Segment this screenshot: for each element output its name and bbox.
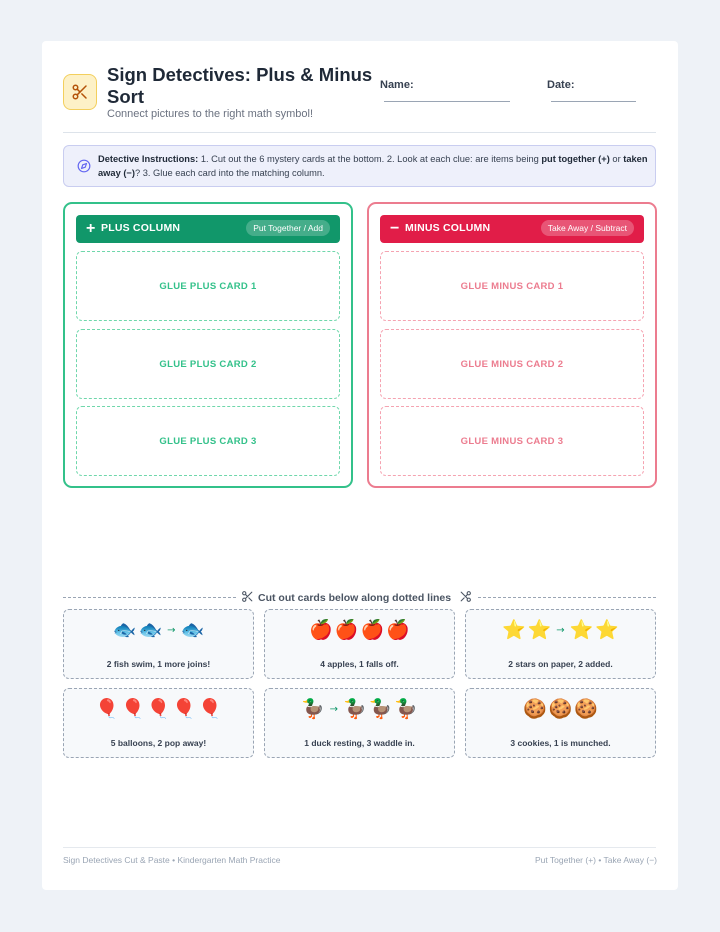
name-field-line[interactable] <box>384 101 510 102</box>
plus-sign-icon: + <box>86 220 96 237</box>
card-picture-icon: 🐟 <box>112 619 137 641</box>
instructions-part1: 1. Cut out the 6 mystery cards at the bottom. 2. Look at each clue: are items being <box>198 154 542 164</box>
instructions-box <box>63 145 656 187</box>
page-title: Sign Detectives: Plus & Minus Sort <box>107 64 373 107</box>
arrow-right-icon: → <box>167 624 176 636</box>
card-picture-icon: 🍎 <box>386 619 410 641</box>
instructions-bold-plus: put together (+) <box>541 154 610 164</box>
worksheet-page <box>42 41 678 890</box>
card-picture-icon: 🦆 <box>300 698 325 720</box>
card-picture-icon: 🎈 <box>172 698 196 720</box>
date-field-line[interactable] <box>551 101 636 102</box>
card-caption: 1 duck resting, 3 waddle in. <box>304 738 415 748</box>
card-picture-icon: 🎈 <box>198 698 222 720</box>
card-caption: 5 balloons, 2 pop away! <box>110 738 207 748</box>
plus-glue-slot-3[interactable]: GLUE PLUS CARD 3 <box>76 406 340 476</box>
instructions-text <box>98 153 648 180</box>
cut-card-4[interactable] <box>63 688 254 758</box>
card-picture-icon: 🐟 <box>180 619 205 641</box>
footer-right: Put Together (+) • Take Away (−) <box>534 855 657 865</box>
cut-card-1[interactable] <box>63 609 254 679</box>
card-picture-icon: 🦆 <box>394 698 419 720</box>
name-label: Name: <box>380 79 414 91</box>
card-picture-icon: 🐟 <box>138 619 163 641</box>
card-pictures <box>466 619 655 642</box>
card-picture-icon: 🍎 <box>334 619 359 641</box>
card-picture-icon: 🎈 <box>146 698 171 720</box>
instructions-part2: or <box>609 154 624 164</box>
card-caption: 3 cookies, 1 is munched. <box>510 738 611 748</box>
date-label: Date: <box>547 79 575 91</box>
plus-column <box>63 202 353 488</box>
arrow-right-icon: → <box>556 624 565 636</box>
minus-column-pill: Take Away / Subtract <box>541 220 634 236</box>
minus-sign-icon: − <box>390 220 400 237</box>
minus-column-title: MINUS COLUMN <box>405 222 491 234</box>
minus-glue-slot-1[interactable]: GLUE MINUS CARD 1 <box>380 251 644 321</box>
scissors-icon <box>459 590 472 606</box>
card-picture-icon: 🦆 <box>343 698 367 720</box>
cut-card-3[interactable] <box>465 609 656 679</box>
plus-column-title: PLUS COLUMN <box>101 222 181 234</box>
cut-card-6[interactable] <box>465 688 656 758</box>
arrow-right-icon: → <box>329 703 339 715</box>
plus-glue-slot-1[interactable]: GLUE PLUS CARD 1 <box>76 251 340 321</box>
card-picture-icon: 🍪 <box>548 698 573 720</box>
header-divider <box>63 132 656 133</box>
card-picture-icon: ⭐ <box>527 619 552 641</box>
card-picture-icon: 🎈 <box>120 698 145 720</box>
card-caption: 4 apples, 1 falls off. <box>320 659 399 669</box>
minus-glue-slot-2[interactable]: GLUE MINUS CARD 2 <box>380 329 644 399</box>
card-pictures <box>265 698 454 721</box>
cut-card-2[interactable] <box>264 609 455 679</box>
card-picture-icon: 🍎 <box>309 619 333 641</box>
card-picture-icon: ⭐ <box>595 619 620 641</box>
card-pictures <box>466 698 655 720</box>
card-picture-icon: ⭐ <box>501 619 526 641</box>
cut-label <box>236 590 477 606</box>
page-subtitle: Connect pictures to the right math symbol! <box>107 108 314 120</box>
plus-column-pill: Put Together / Add <box>246 220 330 236</box>
footer-left: Sign Detectives Cut & Paste • Kindergarten Math Practice <box>63 855 281 865</box>
minus-column <box>367 202 657 488</box>
card-picture-icon: 🍪 <box>574 698 598 720</box>
card-picture-icon: 🎈 <box>95 698 119 720</box>
minus-column-header <box>380 215 644 243</box>
instructions-part3: ? 3. Glue each card into the matching column. <box>134 167 325 178</box>
compass-icon <box>77 159 91 178</box>
card-pictures <box>64 698 253 720</box>
scissors-icon <box>241 590 254 606</box>
plus-glue-slot-2[interactable]: GLUE PLUS CARD 2 <box>76 329 340 399</box>
plus-column-header <box>76 215 340 243</box>
instructions-bold-minus: taken away (−) <box>98 154 648 178</box>
card-picture-icon: 🦆 <box>368 698 393 720</box>
cut-label-text: Cut out cards below along dotted lines <box>258 592 452 604</box>
minus-glue-slot-3[interactable]: GLUE MINUS CARD 3 <box>380 406 644 476</box>
scissors-icon <box>63 74 97 110</box>
footer-divider <box>63 847 656 848</box>
card-pictures <box>64 619 253 642</box>
card-caption: 2 fish swim, 1 more joins! <box>106 659 211 669</box>
card-picture-icon: ⭐ <box>569 619 594 641</box>
instructions-lead: Detective Instructions: <box>98 154 199 164</box>
cut-card-5[interactable] <box>264 688 455 758</box>
card-caption: 2 stars on paper, 2 added. <box>508 659 613 669</box>
card-picture-icon: 🍎 <box>360 619 385 641</box>
card-pictures <box>265 619 454 641</box>
card-picture-icon: 🍪 <box>522 698 547 720</box>
